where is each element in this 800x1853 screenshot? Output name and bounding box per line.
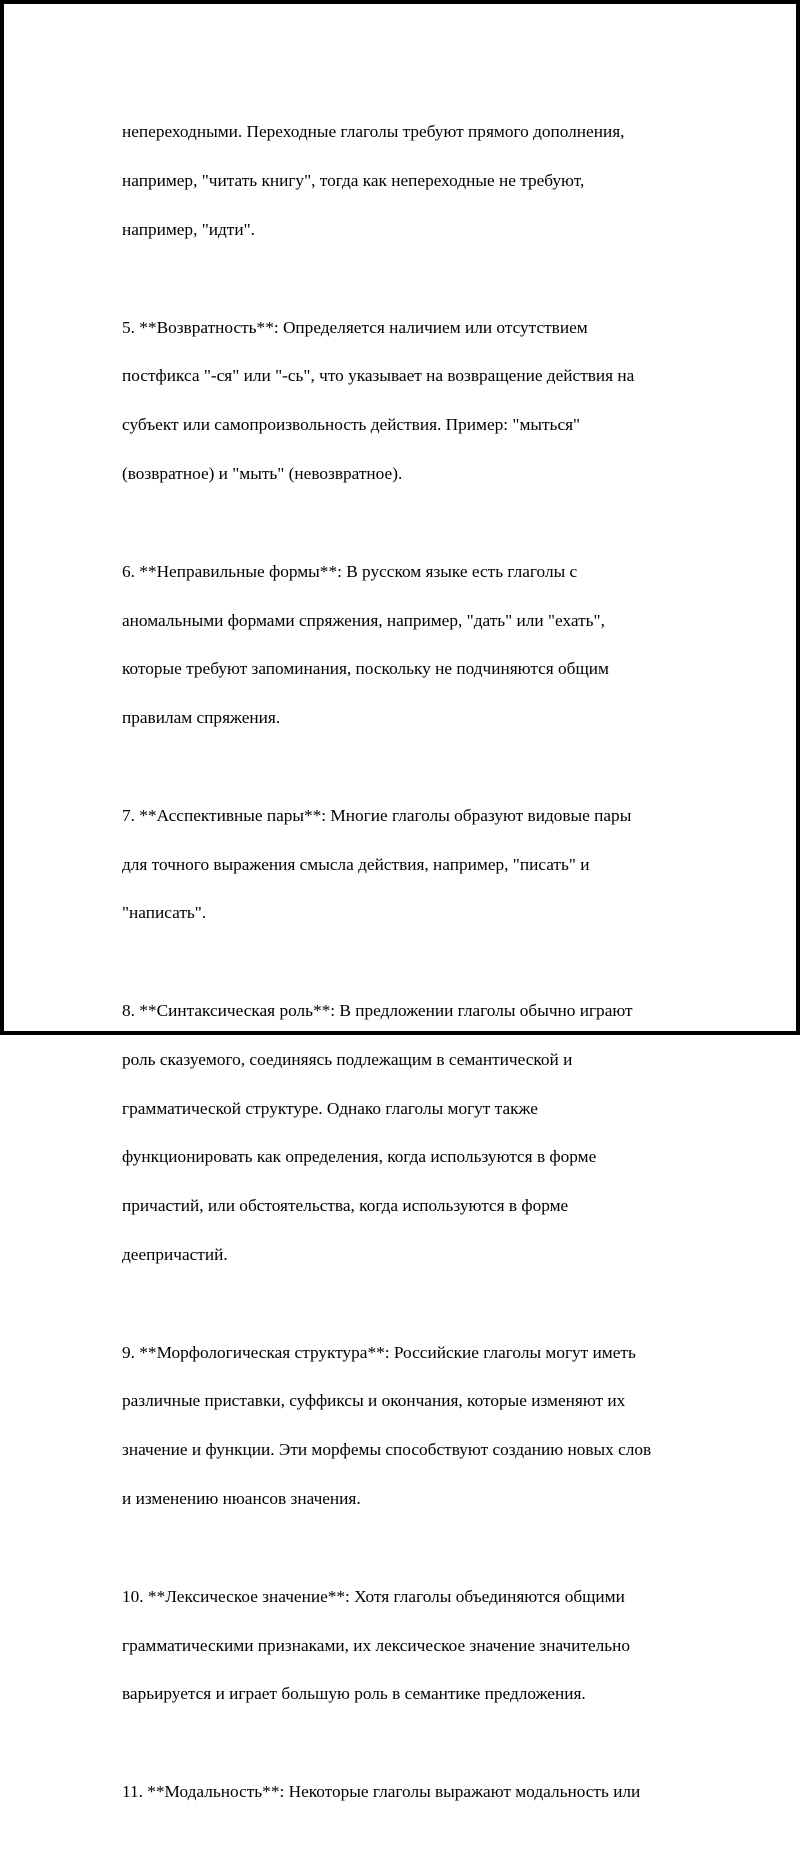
- paragraph-reflexivity: [122, 291, 702, 511]
- text-line: постфикса "-ся" или "-сь", что указывает на возвращение действия на: [122, 366, 635, 386]
- text-line: 6. **Неправильные формы**: В русском языке есть глаголы с: [122, 561, 578, 581]
- paragraph-modality: [122, 1756, 702, 1829]
- paragraph-morphological-structure: [122, 1316, 702, 1536]
- paragraph-lexical-meaning: [122, 1560, 702, 1731]
- text-line: 8. **Синтаксическая роль**: В предложении глаголы обычно играют: [122, 1000, 633, 1020]
- text-line: роль сказуемого, соединяясь подлежащим в семантической и: [122, 1049, 573, 1069]
- paragraph-syntactic-role: [122, 975, 702, 1292]
- text-line: аномальными формами спряжения, например, "дать" или "ехать",: [122, 610, 605, 630]
- text-line: 10. **Лексическое значение**: Хотя глаголы объединяются общими: [122, 1586, 625, 1606]
- paragraph-transitivity-continued: [122, 96, 702, 267]
- document-body: [122, 96, 702, 1853]
- text-line: "написать".: [122, 903, 207, 923]
- text-line: грамматическими признаками, их лексическое значение значительно: [122, 1635, 631, 1655]
- text-line: различные приставки, суффиксы и окончания, которые изменяют их: [122, 1391, 626, 1411]
- text-line: и изменению нюансов значения.: [122, 1489, 361, 1509]
- text-line: деепричастий.: [122, 1245, 228, 1265]
- text-line: грамматической структуре. Однако глаголы могут также: [122, 1098, 538, 1118]
- text-line: правилам спряжения.: [122, 708, 281, 728]
- text-line: которые требуют запоминания, поскольку не подчиняются общим: [122, 659, 609, 679]
- text-line: варьируется и играет большую роль в семантике предложения.: [122, 1684, 586, 1704]
- text-line: значение и функции. Эти морфемы способствуют созданию новых слов: [122, 1440, 652, 1460]
- text-line: 5. **Возвратность**: Определяется наличием или отсутствием: [122, 317, 588, 337]
- text-line: например, "читать книгу", тогда как непереходные не требуют,: [122, 171, 585, 191]
- paragraph-aspect-pairs: [122, 779, 702, 950]
- text-line: (возвратное) и "мыть" (невозвратное).: [122, 464, 403, 484]
- text-line: например, "идти".: [122, 220, 255, 240]
- text-line: 9. **Морфологическая структура**: Российские глаголы могут иметь: [122, 1342, 636, 1362]
- text-line: 11. **Модальность**: Некоторые глаголы выражают модальность или: [122, 1781, 641, 1801]
- paragraph-irregular-forms: [122, 535, 702, 755]
- text-line: функционировать как определения, когда используются в форме: [122, 1147, 597, 1167]
- text-line: субъект или самопроизвольность действия. Пример: "мыться": [122, 415, 581, 435]
- text-line: 7. **Асспективные пары**: Многие глаголы образуют видовые пары: [122, 805, 632, 825]
- text-line: непереходными. Переходные глаголы требуют прямого дополнения,: [122, 122, 625, 142]
- text-line: для точного выражения смысла действия, например, "писать" и: [122, 854, 590, 874]
- text-line: причастий, или обстоятельства, когда используются в форме: [122, 1196, 569, 1216]
